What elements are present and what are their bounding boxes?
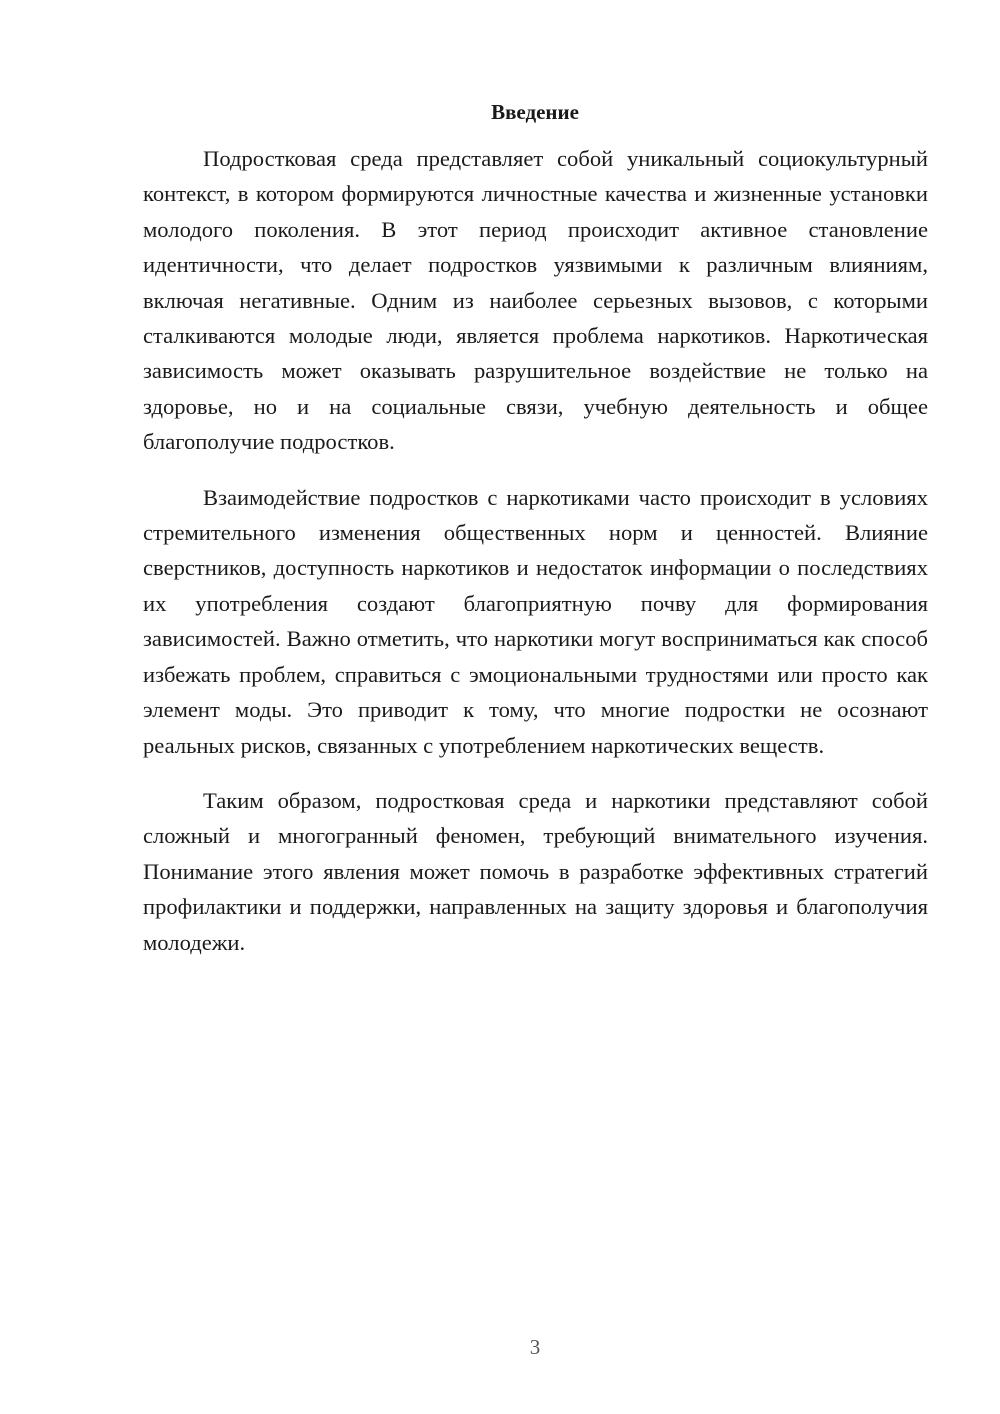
paragraph: Таким образом, подростковая среда и наркотики представляют собой сложный и многогранный феномен, требующий внимательного изучения. Понимание этого явления может помочь в разработке эффективных стратегий профилактики и поддержки, направленных на защиту здоровья и благополучия молодежи. xyxy=(143,787,928,955)
paragraph: Подростковая среда представляет собой уникальный социокультурный контекст, в котором формируются личностные качества и жизненные установки молодого поколения. В этот период происходит активное становление идентичности, что делает подростков уязвимыми к различным влияниям, включая негативные. Одним из наиболее серьезных вызовов, с которыми сталкиваются молодые люди, является проблема наркотиков. Наркотическая зависимость может оказывать разрушительное воздействие не только на здоровье, но и на социальные связи, учебную деятельность и общее благополучие подростков. xyxy=(143,146,928,455)
document-body xyxy=(143,141,928,980)
page-title: Введение xyxy=(491,100,579,124)
paragraph: Взаимодействие подростков с наркотиками часто происходит в условиях стремительного изменения общественных норм и ценностей. Влияние сверстников, доступность наркотиков и недостаток информации о последствиях их употребления создают благоприятную почву для формирования зависимостей. Важно отметить, что наркотики могут восприниматься как способ избежать проблем, справиться с эмоциональными трудностями или просто как элемент моды. Это приводит к тому, что многие подростки не осознают реальных рисков, связанных с употреблением наркотических веществ. xyxy=(143,484,928,758)
page-number: 3 xyxy=(529,1335,541,1359)
